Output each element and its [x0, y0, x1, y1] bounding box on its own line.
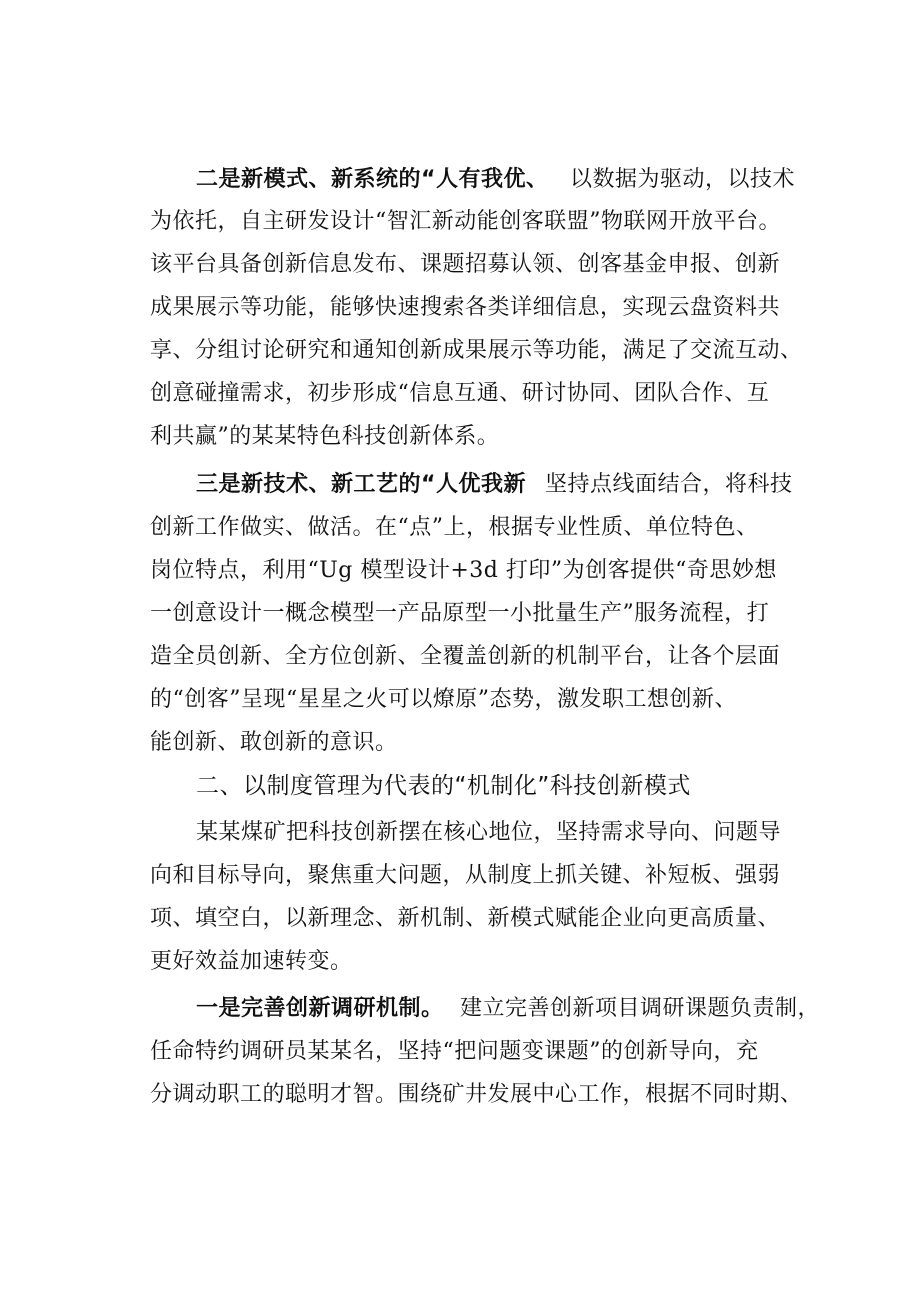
section-heading-text: 二、以制度管理为代表的“机制化”科技创新模式: [196, 773, 691, 799]
paragraph-1-line-6: [0, 379, 920, 409]
paragraph-4-line-1: [0, 994, 920, 1024]
paragraph-3-text: 更好效益加速转变。: [150, 949, 353, 974]
paragraph-2-line-3: [0, 556, 920, 586]
paragraph-4-line-3: [0, 1080, 920, 1110]
paragraph-1-text: 该平台具备创新信息发布、课题招募认领、创客基金申报、创新: [150, 252, 781, 277]
paragraph-1-text: 创意碰撞需求，初步形成“信息互通、研讨协同、团队合作、互: [150, 381, 770, 406]
paragraph-1-line-5: [0, 336, 920, 366]
section-heading: [0, 771, 920, 801]
paragraph-3-line-4: [0, 947, 920, 977]
paragraph-3-text: 项、填空白，以新理念、新机制、新模式赋能企业向更高质量、: [150, 906, 781, 931]
paragraph-2-line-7: [0, 728, 920, 758]
paragraph-3-line-2: [0, 861, 920, 891]
paragraph-1-text: 成果展示等功能，能够快速搜索各类详细信息，实现云盘资料共: [150, 295, 781, 320]
paragraph-1-lead: 二是新模式、新系统的“人有我优、: [196, 167, 549, 192]
paragraph-1-line-3: [0, 250, 920, 280]
paragraph-2-text: 岗位特点，利用“Ug 模型设计+3d 打印”为创客提供“奇思妙想: [150, 558, 777, 583]
paragraph-2-line-1: [0, 470, 920, 500]
paragraph-2-text: 坚持点线面结合，将科技: [545, 472, 793, 497]
paragraph-2-text: 的“创客”呈现“星星之火可以燎原”态势，激发职工想创新、: [150, 687, 737, 712]
paragraph-2-line-2: [0, 513, 920, 543]
paragraph-1-line-1: [0, 165, 920, 195]
paragraph-2-text: 创新工作做实、做活。在“点”上，根据专业性质、单位特色、: [150, 515, 759, 540]
paragraph-3-line-3: [0, 904, 920, 934]
paragraph-1-line-7: [0, 422, 920, 452]
paragraph-3-text: 向和目标导向，聚焦重大问题，从制度上抓关键、补短板、强弱: [150, 863, 781, 888]
paragraph-1-line-2: [0, 207, 920, 237]
paragraph-3-text: 某某煤矿把科技创新摆在核心地位，坚持需求导向、问题导: [196, 820, 782, 845]
paragraph-4-text: 分调动职工的聪明才智。围绕矿井发展中心工作，根据不同时期、: [150, 1082, 803, 1107]
paragraph-2-line-6: [0, 685, 920, 715]
paragraph-1-text: 利共赢”的某某特色科技创新体系。: [150, 424, 500, 449]
paragraph-2-text: 一创意设计一概念模型一产品原型一小批量生产”服务流程，打: [150, 601, 770, 626]
paragraph-3-line-1: [0, 818, 920, 848]
paragraph-4-text: 任命特约调研员某某名，坚持“把问题变课题”的创新导向，充: [150, 1039, 759, 1064]
paragraph-2-lead: 三是新技术、新工艺的“人优我新: [196, 472, 526, 497]
paragraph-2-text: 造全员创新、全方位创新、全覆盖创新的机制平台，让各个层面: [150, 644, 781, 669]
paragraph-1-text: 以数据为驱动，以技术: [570, 167, 796, 192]
paragraph-2-text: 能创新、敢创新的意识。: [150, 730, 398, 755]
paragraph-1-text: 为依托，自主研发设计“智汇新动能创客联盟”物联网开放平台。: [150, 209, 781, 234]
paragraph-2-line-5: [0, 642, 920, 672]
paragraph-4-lead: 一是完善创新调研机制。: [196, 996, 444, 1021]
paragraph-4-text: 建立完善创新项目调研课题负责制，: [460, 996, 821, 1021]
paragraph-1-line-4: [0, 293, 920, 323]
paragraph-2-line-4: [0, 599, 920, 629]
paragraph-1-text: 享、分组讨论研究和通知创新成果展示等功能，满足了交流互动、: [150, 338, 803, 363]
paragraph-4-line-2: [0, 1037, 920, 1067]
